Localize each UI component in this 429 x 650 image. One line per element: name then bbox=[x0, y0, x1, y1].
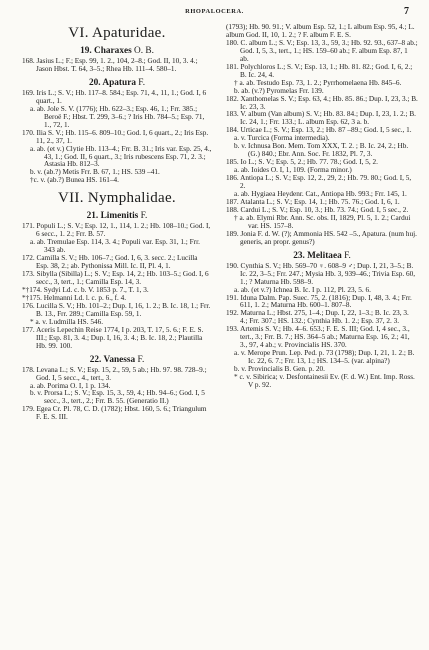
genus-number: 20. bbox=[88, 77, 101, 88]
species-entry: 181. Polychloros L.; S. V.; Esp. 13, 1.; Hb. 81. 82.; God. I, 6, 2.; B. Ic. 24, 4. bbox=[226, 62, 413, 79]
aberration-entry: †c. v. (ab.?) Bunea HS. 161–4. bbox=[30, 176, 119, 185]
genus-author: F. bbox=[137, 354, 145, 365]
species-entry: 190. Cynthia S. V.; Hb. 569–70 ♀. 608–9 ♂; Dup. I, 21, 3–5.; B. Ic. 22, 3–5.; Frr. 247.; Mysia Hb. 3, 939–46.; Trivia Esp. 60, 1.; ? Maturna Hb. 598–9. bbox=[226, 261, 416, 286]
genus-author: F. bbox=[344, 250, 351, 261]
species-entry: 172. Camilla S. V.; Hb. 106–7.; God. I, 6, 3. secc. 2.; Lucilla Esp. 38, 2.; ab. Pythonissa Mill. Ic. II, Pl. 4, 1. bbox=[22, 254, 198, 271]
species-entry: 192. Maturna L.; Hbst. 275, 1–4.; Dup. I, 22, 1–3.; B. Ic. 23, 3. 4.; Frr. 307.; HS. 132.; Cynthia Hb. 1. 2.; Esp. 37, 2. 3. bbox=[226, 309, 409, 326]
aberration-entry: a. v. Turcica (Forma intermedia). bbox=[234, 134, 330, 143]
genus-heading bbox=[22, 354, 212, 366]
species-entry: 178. Levana L.; S. V.; Esp. 15, 2., 59, 5 ab.; Hb. 97. 98. 728–9.; God. I, 5 secc., 4., tert., 3. bbox=[22, 365, 207, 382]
genus-heading bbox=[226, 250, 418, 262]
aberration-entry: a. ab. Ioides O. I, 1, 109. (Forma minor.) bbox=[234, 166, 352, 175]
genus-name: Limenitis bbox=[100, 211, 139, 222]
genus-heading bbox=[22, 210, 212, 222]
species-entry: 187. Atalanta L.; S. V.; Esp. 14, 1.; Hb. 75. 76.; God. I, 6, 1. bbox=[226, 197, 400, 206]
page-number: 7 bbox=[404, 6, 409, 17]
species-entry: 182. Xanthomelas S. V.; Esp. 63, 4.; Hb. 85. 86.; Dup. I, 23, 3.; B. Ic. 23, 3. bbox=[226, 94, 418, 111]
species-entry: 191. Iduna Dalm. Pap. Suec. 75, 2. (1816); Dup. I, 48, 3. 4.; Frr. 611, 1. 2.; Maturna Hb. 600–1. 807–8. bbox=[226, 293, 412, 310]
species-entry: 177. Aceris Lepechin Reise 1774, I p. 203, T. 17, 5. 6.; F. E. S. III.; Esp. 81, 3. 4.; Dup. I, 16, 3. 4.; B. Ic. 18, 2.; Plautilla Hb. 99. 100. bbox=[22, 325, 204, 350]
aberration-entry: a. ab. Hygiaea Heydenr. Cat., Antiopa Hb. 993.; Frr. 145, 1. bbox=[234, 190, 407, 199]
aberration-entry: b. ab. (v.?) Pyromelas Frr. 139. bbox=[234, 86, 324, 95]
aberration-entry: a. ab. Porima O. I, 1 p. 134. bbox=[30, 381, 111, 390]
running-title: RHOPALOCERA. bbox=[185, 8, 244, 15]
aberration-entry: b. v. Prorsa L.; S. V.; Esp. 15, 3., 59, 4.; Hb. 94–6.; God. I, 5 secc., 3., tert., 2.; Frr. B. 55. (Generatio II.) bbox=[30, 389, 205, 406]
species-entry: 185. Io L.; S. V.; Esp. 5, 2.; Hb. 77. 78.; God. I, 5, 2. bbox=[226, 158, 378, 167]
aberration-entry: * c. v. Sibirica; v. Desfontainesii Ev. (F. d. W.) Ent. Imp. Ross. V p. 92. bbox=[234, 373, 415, 389]
right-column bbox=[226, 24, 418, 650]
genus-author: F. bbox=[138, 77, 146, 88]
genus-heading bbox=[22, 45, 212, 57]
genus-author: O. B. bbox=[134, 46, 154, 56]
species-entry: 193. Artemis S. V.; Hb. 4–6. 653.; F. E. S. III; God. I, 4 sec., 3., tert., 3.; Frr. B. 7.; HS. 364–5 ab.; Maturna Esp. 16, 2.; 41, 3., 97, 4 ab.; v. Provincialis HS. 370. bbox=[226, 325, 410, 350]
species-entry: *†175. Helmanni Ld. l. c. p. 6., f. 4. bbox=[22, 293, 127, 302]
genus-number: 22. bbox=[89, 354, 102, 365]
genus-name: Apatura bbox=[102, 77, 136, 88]
family-heading: VI. Apaturidae. bbox=[68, 25, 166, 41]
aberration-entry: b. v. (ab.?) Metis Frr. B. 67, 1.; HS. 539 –41. bbox=[30, 168, 160, 177]
aberration-entry: a. ab. (et v.) Clytie Hb. 113–4.; Frr. B. 31.; Iris var. Esp. 25, 4., 43, 1.; God. II, 6 quart., 3.; Iris rubescens Esp. 71, 2. 3.; Astasia Hb. 812–3. bbox=[30, 144, 212, 169]
species-entry: 179. Egea Cr. Pl. 78, C. D. (1782); Hbst. 160, 5. 6.; Triangulum F. E. S. III. bbox=[22, 405, 207, 422]
aberration-entry: * a. v. Ludmilla HS. 546. bbox=[30, 317, 104, 326]
continued-entry: (1793); Hb. 90. 91.; V. album Esp. 52, 1.; L album Esp. 95, 4.; L. album God. II, 10, 1. 2.; ? F. album F. E. S. bbox=[226, 24, 415, 39]
species-entry: 168. Jasius L.; F.; Esp. 99, 1. 2., 104, 2–8.; God. II, 10, 3. 4.; Jason Hbst. T. 64, 3–5.; Rhea Hb. 111–4. 580–1. bbox=[22, 57, 198, 73]
aberration-entry: a. v. Merope Prun. Lep. Ped. p. 73 (1798); Dup. I, 21, 1. 2.; B. Ic. 22, 6. 7.; Frr. 13, 1.; HS. 134–5. (var. alpina?) bbox=[234, 349, 415, 366]
species-entry: 169. Iris L.; S. V.; Hb. 117–8. 584.; Esp. 71, 4., 11, 1.; God. I, 6 quart., 1. bbox=[22, 88, 207, 105]
genus-name: Vanessa bbox=[103, 354, 136, 365]
aberration-entry: a. ab. (et v.?) Ichnea B. Ic. I p. 112, Pl. 23, 5. 6. bbox=[234, 285, 371, 294]
left-column bbox=[22, 24, 212, 650]
aberration-entry: a. ab. Jole S. V. (1776); Hb. 622–3.; Esp. 46, 1.; Frr. 385.; Beroë F.; Hbst. T. 299, 3–6.; ? Iris Hb. 784–5.; Esp. 71, 1., 72, 1. bbox=[30, 104, 205, 129]
page-header bbox=[0, 6, 429, 20]
genus-number: 23. bbox=[293, 250, 305, 261]
aberration-entry: a. ab. Tremulae Esp. 114, 3. 4.; Populi var. Esp. 31, 1.; Frr. 343 ab. bbox=[30, 238, 200, 255]
genus-number: 21. bbox=[86, 211, 99, 222]
species-entry: 171. Populi L.; S. V.; Esp. 12, 1., 114, 1. 2.; Hb. 108–10.; God. I, 6 secc., 1. 2.; Frr. B. 57. bbox=[22, 222, 211, 239]
aberration-entry: b. v. Ichnusa Bon. Mem. Tom XXX, T. 2. ; B. Ic. 24, 2.; Hb. (G.) 840.; Ebr. Ann. Soc. Fr. 1832, Pl. 7, 3. bbox=[234, 142, 409, 159]
species-entry: 188. Cardui L.; S. V.; Esp. 10, 3.; Hb. 73. 74.; God. I, 5 sec., 2. bbox=[226, 205, 409, 214]
species-entry: 173. Sibylla (Sibilla) L.; S. V.; Esp. 14, 2.; Hb. 103–5.; God. I, 6 secc., 3, tert., 1.; Camilla Esp. 14, 3. bbox=[22, 270, 209, 287]
species-entry: *†174. Sydyi Ld. c. b. V. 1853 p. 7., T. 1, 3. bbox=[22, 285, 149, 294]
aberration-entry: † a. ab. Testudo Esp. 73, 1. 2.; Pyrrhomelaena Hb. 845–6. bbox=[234, 78, 402, 87]
aberration-entry: b. v. Provincialis B. Gen. p. 20. bbox=[234, 365, 325, 374]
species-entry: 186. Antiopa L.; S. V.; Esp. 12, 2., 29, 2.; Hb. 79. 80.; God. I, 5, 2. bbox=[226, 174, 412, 191]
aberration-entry: † a. ab. Elymi Rbr. Ann. Sc. obs. II, 1829, Pl. 5, 1. 2.; Cardui var. HS. 157–8. bbox=[234, 213, 411, 230]
species-entry: 189. Jonia F. d. W. (?); Ammonia HS. 542 –5., Apatura. (num huj. generis, an propr. genus?) bbox=[226, 229, 417, 246]
genus-name: Melitaea bbox=[307, 250, 342, 261]
genus-number: 19. bbox=[80, 46, 92, 56]
species-entry: 176. Lucilla S. V.; Hb. 101–2.; Dup. I, 16, 1. 2.; B. Ic. 18, 1.; Frr. B. 13., Frr. 289.; Camilla Esp. 59, 1. bbox=[22, 301, 211, 318]
genus-name: Charaxes bbox=[94, 46, 132, 56]
genus-author: F. bbox=[140, 211, 148, 222]
family-heading: VII. Nymphalidae. bbox=[58, 190, 176, 207]
species-entry: 184. Urticae L.; S. V.; Esp. 13, 2.; Hb. 87 –89.; God. I, 5 sec., 1. bbox=[226, 126, 412, 135]
species-entry: 170. Ilia S. V.; Hb. 115–6. 809–10.; God. I, 6 quart., 2.; Iris Esp. 11, 2., 37, 1. bbox=[22, 128, 209, 145]
species-entry: 180. C. album L.; S. V.; Esp. 13, 3., 59, 3.; Hb. 92. 93., 637–8 ab.; God. I, 5, 3., tert., 1.; HS. 159–60 ab.; F. album Esp. 87, 1 ab. bbox=[226, 38, 418, 63]
genus-heading bbox=[22, 77, 212, 89]
species-entry: 183. V. album (Van album) S. V.; Hb. 83. 84.; Dup. I, 23, 1. 2.; B. Ic. 24, 1.; Frr. 133.; L. album Esp. 62, 3 a. b. bbox=[226, 110, 416, 127]
